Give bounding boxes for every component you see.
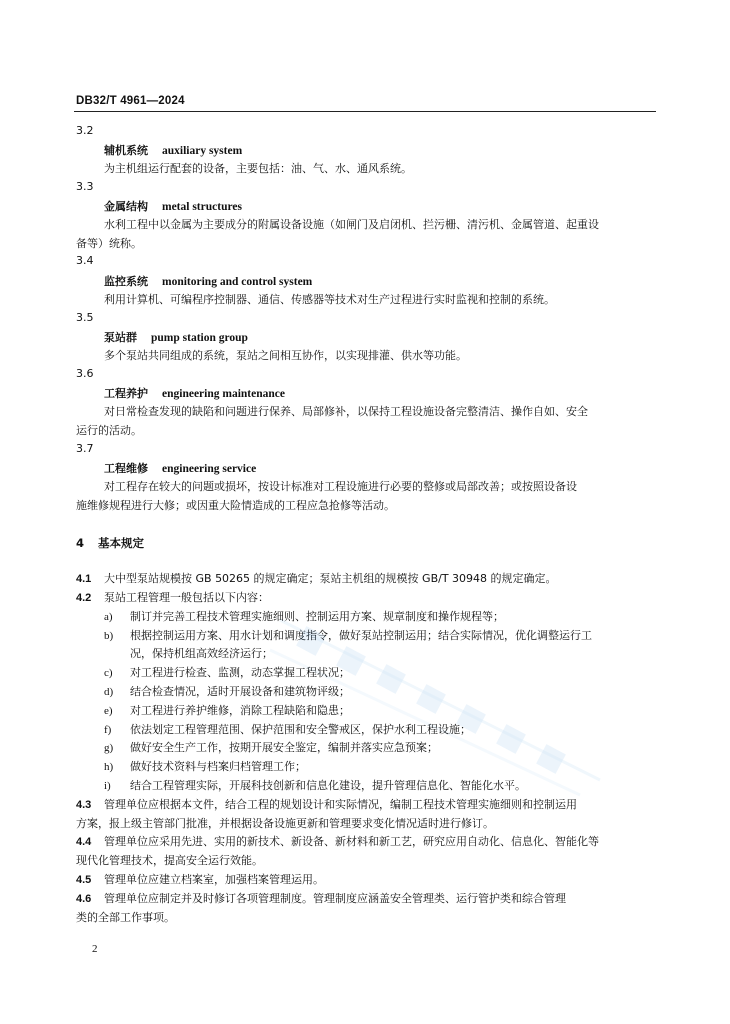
list-text: 做好技术资料与档案归档管理工作； bbox=[130, 760, 306, 773]
term-definition-cont: 施维修规程进行大修；或因重大险情造成的工程应急抢修等活动。 bbox=[76, 499, 395, 512]
clause-4-5 bbox=[76, 871, 324, 887]
clause-text: 管理单位应建立档案室，加强档案管理运用。 bbox=[104, 873, 324, 886]
clause-number: 4.2 bbox=[76, 592, 92, 604]
document-code: DB32/T 4961—2024 bbox=[76, 95, 185, 107]
clause-text: 泵站工程管理一般包括以下内容： bbox=[104, 591, 269, 604]
list-marker: h) bbox=[104, 761, 114, 773]
clause-text: 管理单位应制定并及时修订各项管理制度。管理制度应涵盖安全管理类、运行管护类和综合管理 bbox=[104, 892, 566, 905]
clause-text-cont: 类的全部工作事项。 bbox=[76, 911, 175, 924]
term-definition: 多个泵站共同组成的系统，泵站之间相互协作，以实现排灌、供水等功能。 bbox=[104, 349, 467, 362]
clause-4-3 bbox=[76, 796, 577, 812]
page-number: 2 bbox=[92, 943, 98, 955]
term-en: auxiliary system bbox=[162, 145, 243, 157]
term-title bbox=[104, 329, 248, 345]
term-number: 3.5 bbox=[76, 311, 94, 324]
term-en: engineering service bbox=[162, 463, 257, 475]
term-number: 3.2 bbox=[76, 124, 94, 137]
clause-text: 大中型泵站规模按 GB 50265 的规定确定；泵站主机组的规模按 GB/T 30948 的规定确定。 bbox=[104, 572, 557, 585]
clause-text-cont: 现代化管理技术，提高安全运行效能。 bbox=[76, 854, 263, 867]
term-cn: 泵站群 bbox=[104, 331, 137, 344]
term-title bbox=[104, 273, 312, 289]
list-marker: f) bbox=[104, 724, 112, 736]
clause-number: 4.3 bbox=[76, 799, 92, 811]
list-text: 结合检查情况，适时开展设备和建筑物评级； bbox=[130, 685, 350, 698]
list-item bbox=[104, 758, 306, 774]
list-text: 结合工程管理实际，开展科技创新和信息化建设，提升管理信息化、智能化水平。 bbox=[130, 779, 526, 792]
list-item bbox=[104, 608, 504, 624]
list-marker: c) bbox=[104, 667, 113, 679]
list-item bbox=[104, 627, 592, 643]
list-item bbox=[104, 664, 350, 680]
list-text: 对工程进行检查、监测，动态掌握工程状况； bbox=[130, 666, 350, 679]
term-en: engineering maintenance bbox=[162, 388, 285, 400]
list-text: 对工程进行养护维修，消除工程缺陷和隐患； bbox=[130, 704, 350, 717]
clause-4-4 bbox=[76, 833, 599, 849]
clause-text-cont: 方案，报上级主管部门批准，并根据设备设施更新和管理要求变化情况适时进行修订。 bbox=[76, 817, 494, 830]
list-marker: d) bbox=[104, 686, 114, 698]
term-definition: 水利工程中以金属为主要成分的附属设备设施（如闸门及启闭机、拦污栅、清污机、金属管道、起重设 bbox=[104, 218, 599, 231]
term-number: 3.7 bbox=[76, 442, 94, 455]
clause-text: 管理单位应根据本文件，结合工程的规划设计和实际情况，编制工程技术管理实施细则和控制运用 bbox=[104, 798, 577, 811]
list-text-cont: 况，保持机组高效经济运行； bbox=[130, 647, 273, 660]
term-title bbox=[104, 460, 256, 476]
term-definition: 对日常检查发现的缺陷和问题进行保养、局部修补，以保持工程设施设备完整清洁、操作自如、安全 bbox=[104, 405, 588, 418]
term-cn: 金属结构 bbox=[104, 200, 148, 213]
clause-4-2 bbox=[76, 589, 269, 605]
list-text: 做好安全生产工作，按期开展安全鉴定，编制并落实应急预案； bbox=[130, 741, 438, 754]
term-number: 3.6 bbox=[76, 367, 94, 380]
list-marker: e) bbox=[104, 705, 113, 717]
clause-text: 管理单位应采用先进、实用的新技术、新设备、新材料和新工艺，研究应用自动化、信息化、智能化等 bbox=[104, 835, 599, 848]
section-title: 基本规定 bbox=[98, 536, 145, 550]
term-cn: 辅机系统 bbox=[104, 144, 148, 157]
term-definition: 对工程存在较大的问题或损坏，按设计标准对工程设施进行必要的整修或局部改善；或按照设备设 bbox=[104, 480, 577, 493]
clause-4-1 bbox=[76, 570, 557, 586]
term-title bbox=[104, 142, 242, 158]
list-marker: a) bbox=[104, 611, 113, 623]
clause-number: 4.4 bbox=[76, 836, 92, 848]
list-marker: g) bbox=[104, 742, 114, 754]
term-en: monitoring and control system bbox=[162, 276, 313, 288]
term-title bbox=[104, 385, 285, 401]
term-cn: 工程维修 bbox=[104, 462, 148, 475]
clause-number: 4.5 bbox=[76, 874, 92, 886]
term-definition-cont: 备等）统称。 bbox=[76, 237, 142, 250]
clause-number: 4.1 bbox=[76, 573, 92, 585]
list-item bbox=[104, 777, 526, 793]
clause-number: 4.6 bbox=[76, 893, 92, 905]
header-rule bbox=[74, 111, 656, 112]
term-definition: 利用计算机、可编程序控制器、通信、传感器等技术对生产过程进行实时监视和控制的系统。 bbox=[104, 293, 555, 306]
term-cn: 监控系统 bbox=[104, 275, 148, 288]
term-en: pump station group bbox=[151, 332, 248, 344]
section-number: 4 bbox=[76, 536, 85, 550]
list-item bbox=[104, 702, 350, 718]
term-cn: 工程养护 bbox=[104, 387, 148, 400]
list-item bbox=[104, 721, 471, 737]
list-text: 制订并完善工程技术管理实施细则、控制运用方案、规章制度和操作规程等； bbox=[130, 610, 504, 623]
term-en: metal structures bbox=[162, 201, 242, 213]
list-item bbox=[104, 739, 438, 755]
term-definition-cont: 运行的活动。 bbox=[76, 424, 142, 437]
section-heading bbox=[76, 535, 144, 551]
term-number: 3.3 bbox=[76, 180, 94, 193]
term-definition: 为主机组运行配套的设备，主要包括：油、气、水、通风系统。 bbox=[104, 162, 412, 175]
list-marker: b) bbox=[104, 630, 114, 642]
clause-4-6 bbox=[76, 890, 566, 906]
list-item bbox=[104, 683, 350, 699]
list-marker: i) bbox=[104, 780, 111, 792]
term-title bbox=[104, 198, 242, 214]
term-number: 3.4 bbox=[76, 254, 94, 267]
list-text: 依法划定工程管理范围、保护范围和安全警戒区，保护水利工程设施； bbox=[130, 723, 471, 736]
list-text: 根据控制运用方案、用水计划和调度指令，做好泵站控制运用；结合实际情况，优化调整运行工 bbox=[130, 629, 592, 642]
